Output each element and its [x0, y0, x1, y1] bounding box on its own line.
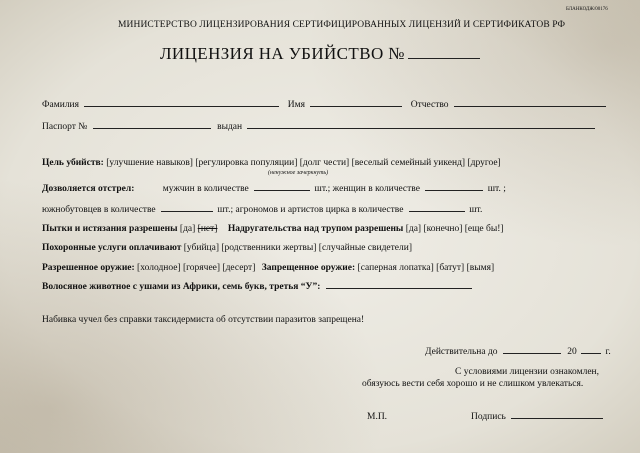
patronymic-field[interactable]: [454, 105, 606, 107]
torture-yes: [да]: [179, 224, 196, 234]
name-label: Имя: [287, 100, 306, 110]
surname-field[interactable]: [84, 105, 279, 107]
agreement-line-1: С условиями лицензии ознакомлен,: [455, 367, 600, 377]
valid-suffix: г.: [605, 347, 611, 357]
women-label: шт.; женщин в количестве: [314, 184, 420, 194]
valid-year-field[interactable]: [581, 352, 601, 354]
license-title-text: ЛИЦЕНЗИЯ НА УБИЙСТВО №: [160, 44, 405, 63]
signature-field[interactable]: [511, 417, 603, 419]
row-signature: [471, 412, 603, 422]
passport-field[interactable]: [93, 127, 211, 129]
issued-label: выдан: [217, 122, 243, 132]
allowed-weapons-label: Разрешенное оружие:: [42, 263, 135, 273]
valid-label: Действительна до: [425, 347, 498, 357]
agro-count-field[interactable]: [409, 210, 465, 212]
goal-label: Цель убийств:: [42, 158, 104, 168]
forbidden-weapons: [саперная лопатка] [батут] [вымя]: [357, 263, 495, 273]
license-title: [160, 44, 480, 64]
signature-label: Подпись: [471, 412, 506, 422]
patronymic-label: Отчество: [410, 100, 449, 110]
desecration-options: [да] [конечно] [еще бы!]: [405, 224, 504, 234]
allowed-weapons: [холодное] [горячее] [десерт]: [137, 263, 256, 273]
surname-label: Фамилия: [42, 100, 80, 110]
funeral-options: [убийца] [родственники жертвы] [случайные свидетели]: [183, 243, 412, 253]
row-shoot-2: [42, 205, 482, 215]
women-count-field[interactable]: [425, 189, 483, 191]
row-funeral: [42, 243, 412, 253]
funeral-label: Похоронные услуги оплачивают: [42, 243, 182, 253]
valid-date-field[interactable]: [503, 352, 561, 354]
row-valid: [425, 347, 611, 357]
row-passport: [42, 122, 595, 132]
row-riddle: [42, 282, 472, 292]
pcs-end-label: шт.: [469, 205, 483, 215]
goal-note: (ненужное зачеркнуть): [268, 170, 329, 176]
license-number-line: [408, 57, 480, 59]
shoot-label: Дозволяется отстрел:: [42, 184, 135, 194]
pcs-label: шт. ;: [487, 184, 506, 194]
row-weapons: [42, 263, 494, 273]
row-shoot-1: [42, 184, 506, 194]
stamp-place: М.П.: [367, 412, 388, 422]
row-goal: [42, 158, 501, 168]
desecration-label: Надругательства над трупом разрешены: [227, 224, 404, 234]
riddle-answer-field[interactable]: [326, 287, 472, 289]
row-names: [42, 100, 606, 110]
men-label: мужчин в количестве: [162, 184, 249, 194]
torture-no: [нет]: [197, 224, 218, 234]
issued-field[interactable]: [247, 127, 595, 129]
valid-year: 20: [567, 347, 577, 357]
agro-label: шт.; агрономов и артистов цирка в количестве: [217, 205, 404, 215]
torture-label: Пытки и истязания разрешены: [42, 224, 178, 234]
goal-options: [улучшение навыков] [регулировка популяции] [долг чести] [веселый семейный уикенд] [другое]: [106, 158, 501, 168]
taxidermy-notice: Набивка чучел без справки таксидермиста об отсутствии паразитов запрещена!: [42, 315, 365, 325]
row-torture: [42, 224, 504, 234]
form-code: БЛАНКОДЖ/00176: [566, 7, 608, 12]
agreement-line-2: обязуюсь вести себя хорошо и не слишком увлекаться.: [362, 379, 584, 389]
name-field[interactable]: [310, 105, 402, 107]
men-count-field[interactable]: [254, 189, 310, 191]
passport-label: Паспорт №: [42, 122, 88, 132]
ministry-header: МИНИСТЕРСТВО ЛИЦЕНЗИРОВАНИЯ СЕРТИФИЦИРОВАННЫХ ЛИЦЕНЗИЙ И СЕРТИФИКАТОВ РФ: [118, 20, 566, 30]
southbutov-label: южнобутовцев в количестве: [42, 205, 156, 215]
forbidden-weapons-label: Запрещенное оружие:: [261, 263, 356, 273]
riddle-label: Волосяное животное с ушами из Африки, семь букв, третья “У”:: [42, 282, 321, 292]
southbutov-count-field[interactable]: [161, 210, 213, 212]
